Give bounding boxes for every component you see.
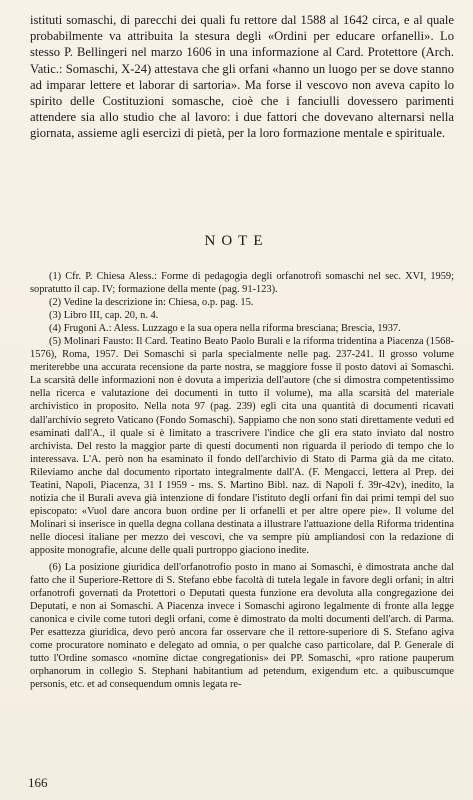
body-paragraph: istituti somaschi, di parecchi dei quali fu rettore dal 1588 al 1642 circa, e al quale probabilmente va attribuita la stesura degli «Ordini per educare orfanelli». Lo stesso P. Bellingeri nel marzo 1606 in una informazione al Card. Protettore (Arch. Vatic.: Somaschi, X-24) attestava che gli orfani «hanno un luogo per se dove stanno ad imparar lettere et laborar di sartoria». Ma forse il vescovo non aveva capito lo spirito delle Costituzioni somasche, cioè che i fanciulli dovessero parimenti attendere sia allo studio che al lavoro: i due fattori che dovevano alternarsi nella giornata, assieme agli esercizi di pietà, per la loro formazione mentale e spirituale.: [30, 13, 454, 141]
page-number: 166: [28, 775, 48, 790]
note-1: (1) Cfr. P. Chiesa Aless.: Forme di pedagogia degli orfanotrofi somaschi nel sec. XVI, 1959; sopratutto il cap. IV; formazione della mente (pag. 91-123).: [30, 271, 454, 296]
note-3: (3) Libro III, cap. 20, n. 4.: [49, 310, 159, 322]
main-text: [30, 12, 454, 142]
note-4: (4) Frugoni A.: Aless. Luzzago e la sua opera nella riforma bresciana; Brescia, 1937.: [49, 323, 401, 335]
note-5: (5) Molinari Fausto: Il Card. Teatino Beato Paolo Burali e la riforma tridentina a Piacenza (1568-1576), Roma, 1957. Dei Somaschi si parla specialmente nelle pag. 237-241. Il grosso volume meriterebbe una accurata recensione da parte nostra, se maggiore fosse il posto datovi ai Somaschi. La scarsità delle informazioni non è dovuta a imperizia dell'autore (che si dimostra competentissimo nella ricerca e valutazione dei documenti in tutto il volume), ma alla scarsità del materiale archivistico in proposito. Nella nota 97 (pag. 239) egli cita una quantità di documenti ricavati dall'archivio segreto Vaticano (Fondo Somaschi). Sappiamo che non sono stati direttamente veduti ed esaminati dall'A., il quale si è limitato a trascrivere l'indice che gli era stato inviato dal nostro archivista. Del resto la maggior parte di questi documenti non riguarda il periodo di tempo che lo interessava. L'A. però non ha esaminato il fondo dell'archivio di Stato di Parma già da me citato. Rileviamo anche dal documento riportato integralmente dall'A. (F. Mengacci, lettera al Prep. dei Teatini, Napoli, Piacenza, 31 I 1959 - ms. S. Martino Bibl. naz. di Napoli f. 39r-42v), inedito, la notizia che il Burali aveva già intenzione di fondare l'istituto degli orfani fin dai primi tempi del suo episcopato: «Vuol dare ancora buon ordine per li orfanelli et per altre opere pie». Il volume del Molinari si inserisce in quella degna collana destinata a illustrare l'attuazione della Riforma tridentina nelle diocesi italiane per mezzo dei vescovi, che va sempre più ampliandosi con la redazione di apposite monografie, alcune delle quali purtroppo giaciono inedite.: [30, 336, 454, 556]
note-6: (6) La posizione giuridica dell'orfanotrofio posto in mano ai Somaschi, è dimostrata anche dal fatto che il Superiore-Rettore di S. Stefano ebbe facoltà di tutela legale in favore degli orfani; in altri orfanotrofi governati da Protettori o Deputati questa funzione era devoluta alla congregazione dei Deputati, e non ai Somaschi. A Piacenza invece i Somaschi agirono legalmente di fronte alla legge canonica e civile come tutori degli orfani, come è dimostrato da molti documenti dell'arch. di Parma. Per esattezza giuridica, devo però ancora far osservare che il rettore-superiore di S. Stefano agiva come procuratore nominato e delegato ad omnia, o per qualche caso particolare, dal P. Generale di tutto l'Ordine somasco «nomine dictae congregationis» dei PP. Somaschi, «pro ratione pauperum orphanorum in collegio S. Stephani habitantium ad petendum, exigendum etc. a quibuscumque personis, etc. et ad consequendum omnis legata re-: [30, 562, 454, 691]
notes-heading: NOTE: [204, 233, 269, 249]
notes-section: [30, 270, 454, 692]
note-2: (2) Vedine la descrizione in: Chiesa, o.p. pag. 15.: [49, 297, 254, 309]
